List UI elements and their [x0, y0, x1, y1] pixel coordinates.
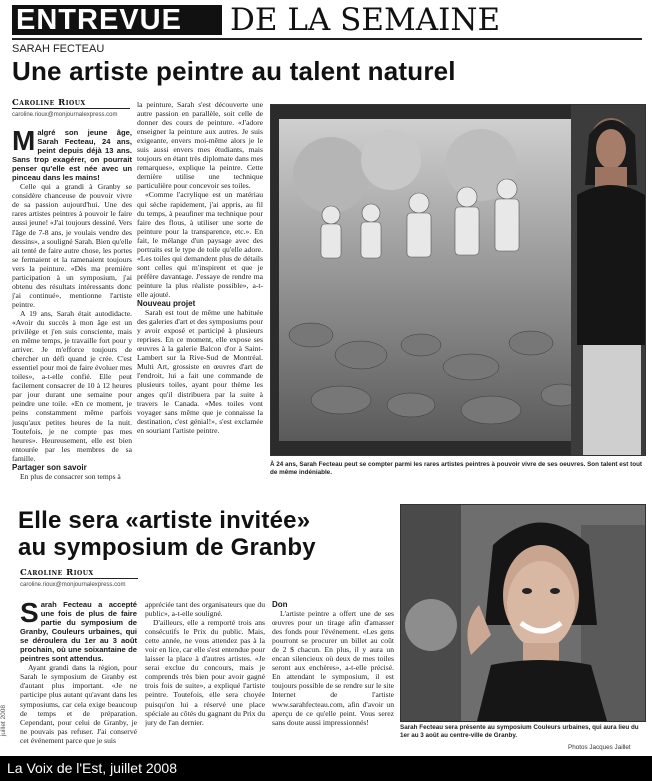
article2-column-2 — [145, 600, 265, 750]
article2-col1-p1: Ayant grandi dans la région, pour Sarah le symposium de Granby est d'autant plus important. «Je ne participe plus autant qu'avant dans les symposiums, car cela exige beaucoup de temps et de préparation. Cependant, pour celui de Granby, je ne pouvais pas refuser. J'ai conservé cet événement parce que je suis — [20, 663, 137, 745]
article1-col2-p3: Sarah est tout de même une habituée des galeries d'art et des symposiums pour y avoir exposé et participé à plusieurs reprises. En ce moment, elle expose ses œuvres à la galerie Balcon d'or à Saint-Lambert sur la Rive-Sud de Montréal. Multi Art, grossiste en œuvres d'art de l'endroit, lui a fait une commande de plusieurs toiles, ayant pour thème les anges qu'il distribuera par la suite à travers le Canada. «Mes toiles vont voyager sans même que je connaisse la destination, c'est génial!», s'est exclamée en souriant l'artiste peintre. — [137, 308, 263, 435]
article1-email: caroline.rioux@monjournalexpress.com — [12, 112, 118, 118]
article1-byline: Caroline Rioux — [12, 98, 86, 108]
article2-column-1 — [20, 600, 137, 750]
article2-col3-p1: L'artiste peintre a offert une de ses œuvres pour un tirage afin d'amasser des fonds pour l'événement. «Les gens pourront se procurer un billet au coût de 2 $ chacun. En plus, il y aura un encan silencieux où deux de mes toiles seront aux enchères», a-t-elle précisé. En attendant le symposium, il est toujours possible de se rendre sur le site Internet de l'artiste www.sarahfecteau.com, afin d'avoir un aperçu de ce qu'elle peint. Vous serez sans doute aussi impressionnés! — [272, 609, 394, 727]
article2-subhead-don: Don — [272, 600, 288, 609]
photo-credit: Photos Jacques Jaillet — [568, 744, 631, 751]
article2-photo — [400, 504, 646, 722]
header-entrevue: ENTREVUE — [16, 4, 182, 36]
header-rule — [12, 38, 642, 40]
article1-kicker: SARAH FECTEAU — [12, 43, 105, 55]
article1-headline: Une artiste peintre au talent naturel — [12, 56, 456, 86]
article2-headline-line1: Elle sera «artiste invitée» — [18, 507, 311, 534]
article1-byline-rule — [12, 108, 130, 109]
article2-headline-line2: au symposium de Granby — [18, 534, 316, 561]
article1-col1-p1: Celle qui a grandi à Granby se considère chanceuse de pouvoir vivre de sa passion aujourd'hui. Une des rares artistes peintres à pouvoir le faire aussi jeune! «J'ai toujours dessiné. Vers l'âge de 7-8 ans, je voulais vendre des dessins», a souligné Sarah. Bien qu'elle ait tenté de faire autre chose, les portes se fermaient et la ramenaient toujours vers la peinture. «Dès ma première participation à un symposium, j'ai obtenu des résultats intéressants donc j'ai continué», mentionne l'artiste peintre. — [12, 182, 132, 309]
article2-column-3 — [272, 600, 394, 750]
article2-col2-p1: appréciée tant des organisateurs que du public», a-t-elle souligné. — [145, 600, 265, 619]
artist-with-painting-image — [271, 105, 645, 455]
footer-source: La Voix de l'Est, juillet 2008 — [7, 760, 178, 776]
article2-email: caroline.rioux@monjournalexpress.com — [20, 582, 126, 588]
article1-column-2 — [137, 100, 263, 472]
article1-photo — [270, 104, 646, 456]
article1-col2-p1: la peinture, Sarah s'est découverte une autre passion en parallèle, soit celle de donner des cours de peinture. «J'adore enseigner la peinture aux autres. Je suis exigeante, envers moi-même alors je le suis aussi envers mes étudiants, mais toujours en étant très diplomate dans mes remarques», explique la peintre. Cette dernière utilise une technique particulière pour concevoir ses toiles. — [137, 100, 263, 191]
article1-column-1 — [12, 128, 132, 502]
side-date: juillet 2008 — [0, 705, 7, 737]
article2-photo-caption: Sarah Fecteau sera présente au symposium Couleurs urbaines, qui aura lieu du 1er au 3 août au centre-ville de Granby. — [400, 724, 639, 739]
article1-col1-tail: En plus de consacrer son temps à — [20, 471, 121, 481]
article1-lead: algré son jeune âge, Sarah Fecteau, 24 ans, peint depuis déjà 13 ans. Sans trop exagérer, on pourrait penser qu'elle est née avec un pinceau dans les mains! — [12, 128, 132, 183]
article2-byline-rule — [20, 578, 138, 579]
article2-lead: arah Fecteau a accepté une fois de plus de faire partie du symposium de Granby, Couleurs urbaines, qui se déroulera du 1er au 3 août prochain, où une soixantaine de peintres sont attendus. — [20, 600, 137, 664]
article2-byline: Caroline Rioux — [20, 568, 94, 578]
article1-subhead-nouveau: Nouveau projet — [137, 299, 196, 309]
article2-drop-cap: S — [20, 600, 39, 628]
header-de-la-semaine: DE LA SEMAINE — [230, 2, 501, 38]
article1-col2-p2: «Comme l'acrylique est un matériau qui sèche rapidement, j'ai appris, au fil du temps, à peaufiner ma technique pour faire des flous, à utiliser une sorte de peinture pour la transparence, etc.». En fait, le mélange d'un paysage avec des portraits est le type de toile qu'elle adore. «Les toiles qui demandent plus de détails sont celles qui m'inspirent et que je préfère davantage. J'essaye de rendre ma peinture la plus réaliste possible», a-t-elle ajouté. — [137, 190, 263, 299]
article2-col2-p2: D'ailleurs, elle a remporté trois ans consécutifs le Prix du public. Mais, cette année, ne vous attendez pas à la voir en lice, car elle s'est entendue pour laisser la place à d'autres artistes. «Je serai exclue du concours, mais je comprends très bien pour avoir gagné trois fois de suite», a expliqué l'artiste peintre. Toutefois, elle sera choyée puisqu'on lui a réservé une place spéciale au côtés du gagnant du Prix du jury de l'an dernier. — [145, 618, 265, 727]
article1-drop-cap: M — [12, 128, 36, 156]
article1-subhead-partager: Partager son savoir — [12, 462, 87, 472]
article1-col1-p2: A 19 ans, Sarah était autodidacte. «Avoir du succès à mon âge est un privilège et j'en suis consciente, mais en même temps, je travaille fort pour y arriver. Je m'efforce toujours de chercher un défi quand je crée. C'est essentiel pour moi de faire évoluer mes toiles», a-t-elle confié. Elle peut facilement consacrer de 10 à 12 heures par jour durant une semaine pour peindre une toile. «En ce moment, je peins constamment même parfois jusqu'aux petites heures de la nuit. Toutefois, je ne compte pas mes heures». Heureusement, elle est bien entourée par les membres de sa famille. — [12, 308, 132, 463]
article1-photo-caption: À 24 ans, Sarah Fecteau peut se compter parmi les rares artistes peintres à pouvoir vivre de ses oeuvres. Son talent est tout de même indéniable. — [270, 461, 643, 476]
artist-portrait-image — [401, 505, 645, 721]
